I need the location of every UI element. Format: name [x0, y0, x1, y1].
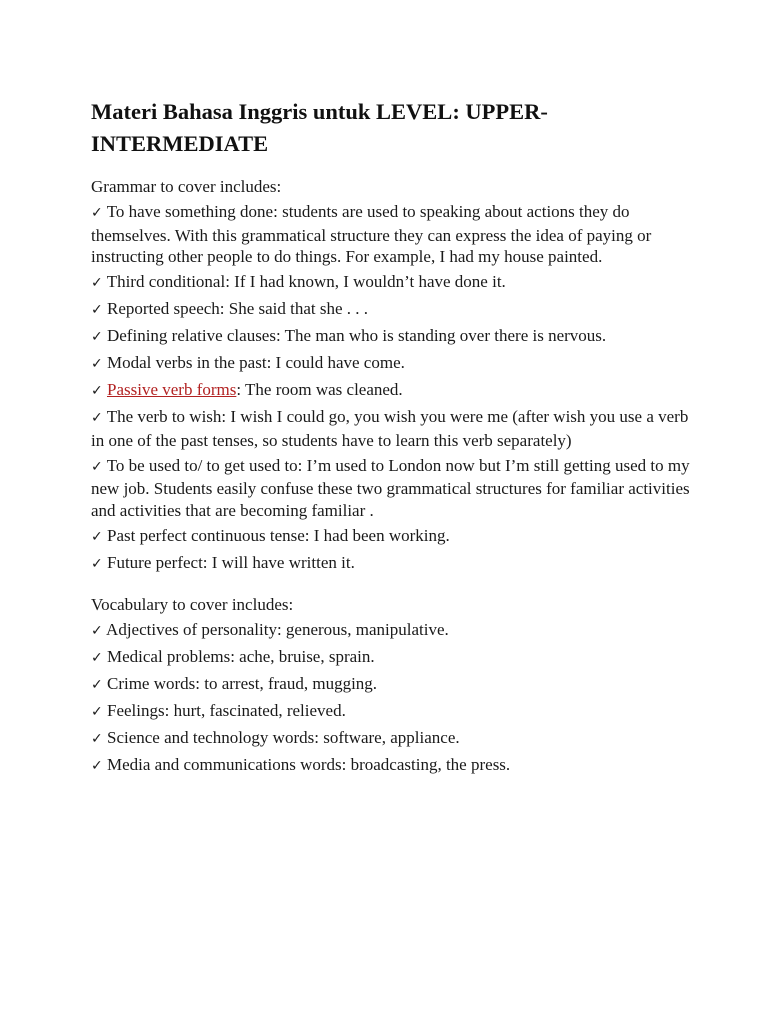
grammar-heading: Grammar to cover includes: — [91, 177, 282, 196]
list-item-text: : The room was cleaned. — [236, 380, 403, 399]
check-icon: ✓ — [91, 329, 103, 345]
check-icon: ✓ — [91, 458, 103, 475]
list-item-text: Science and technology words: software, appliance. — [106, 727, 460, 747]
list-item-text: Medical problems: ache, bruise, sprain. — [106, 646, 375, 666]
list-item-text: Past perfect continuous tense: I had been working. — [106, 525, 450, 545]
list-item-text: Feelings: hurt, fascinated, relieved. — [106, 700, 346, 720]
check-icon: ✓ — [91, 528, 103, 545]
list-item-text: Modal verbs in the past: I could have come. — [106, 353, 405, 372]
document-title: Materi Bahasa Inggris untuk LEVEL: UPPER-INTERMEDIATE — [91, 99, 548, 156]
grammar-section — [91, 176, 691, 575]
list-item — [91, 406, 691, 451]
list-item-text: To have something done: students are used to speaking about actions they do themselves. With this grammatical structure they can express the idea of paying or instructing other people to do things. For example, I had my house painted. — [91, 202, 652, 266]
list-item-text: Defining relative clauses: The man who is standing over there is nervous. — [106, 326, 607, 345]
list-item — [91, 619, 691, 643]
check-icon: ✓ — [91, 757, 103, 774]
list-item-text: Reported speech: She said that she . . . — [106, 299, 369, 318]
list-item — [91, 201, 691, 268]
list-item — [91, 271, 691, 295]
check-icon: ✓ — [91, 649, 103, 666]
list-item — [91, 646, 691, 670]
check-icon: ✓ — [91, 703, 103, 720]
vocabulary-section — [91, 594, 691, 778]
check-icon: ✓ — [91, 205, 103, 221]
list-item-text: Adjectives of personality: generous, manipulative. — [106, 619, 449, 639]
passive-verb-forms-link[interactable]: Passive verb forms — [106, 380, 237, 399]
list-item-text: Media and communications words: broadcasting, the press. — [106, 754, 511, 774]
list-item-text: Future perfect: I will have written it. — [106, 552, 355, 572]
list-item-text: The verb to wish: I wish I could go, you wish you were me (after wish you use a verb in one of the past tenses, so students have to learn this verb separately) — [91, 407, 689, 450]
list-item — [91, 727, 691, 751]
list-item — [91, 352, 691, 376]
list-item — [91, 325, 691, 349]
check-icon: ✓ — [91, 302, 103, 318]
vocabulary-heading: Vocabulary to cover includes: — [91, 594, 294, 614]
check-icon: ✓ — [91, 356, 103, 372]
list-item — [91, 673, 691, 697]
list-item — [91, 700, 691, 724]
check-icon: ✓ — [91, 622, 103, 639]
list-item-text: Crime words: to arrest, fraud, mugging. — [106, 673, 378, 693]
section-spacer — [91, 579, 691, 594]
check-icon: ✓ — [91, 410, 103, 426]
check-icon: ✓ — [91, 730, 103, 747]
check-icon: ✓ — [91, 555, 103, 572]
check-icon: ✓ — [91, 275, 103, 291]
list-item-text: Third conditional: If I had known, I wouldn’t have done it. — [106, 272, 506, 291]
list-item — [91, 525, 691, 549]
list-item — [91, 298, 691, 322]
document-page — [91, 96, 691, 781]
list-item — [91, 455, 691, 522]
list-item — [91, 379, 691, 403]
check-icon: ✓ — [91, 676, 103, 693]
list-item — [91, 754, 691, 778]
list-item-text: To be used to/ to get used to: I’m used to London now but I’m still getting used to my new job. Students easily confuse these two grammatical structures for familiar activities and activities that are becoming familiar . — [91, 455, 690, 520]
check-icon: ✓ — [91, 383, 103, 399]
list-item — [91, 552, 691, 576]
